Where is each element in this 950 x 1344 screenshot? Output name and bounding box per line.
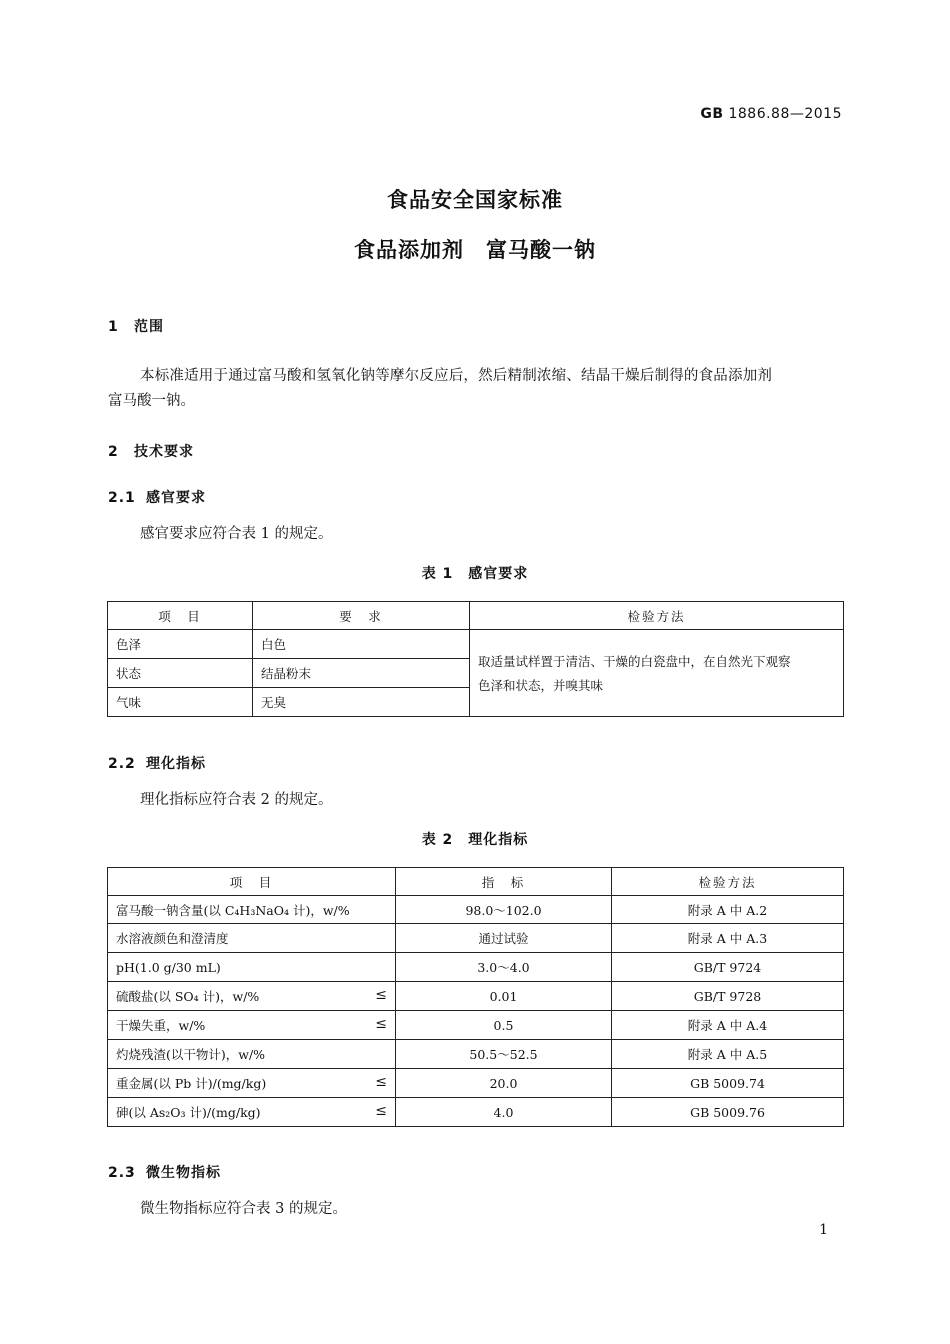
le-symbol: ≤ — [375, 987, 387, 1003]
cell-item — [108, 1011, 396, 1040]
item-text: 重金属(以 Pb 计)/(mg/kg) — [116, 1076, 267, 1091]
microbial-text: 微生物指标应符合表 3 的规定。 — [140, 1201, 347, 1217]
cell-method — [470, 630, 844, 717]
section-title: 理化指标 — [146, 756, 206, 772]
item-text: 水溶液颜色和澄清度 — [116, 931, 229, 946]
item-text: pH(1.0 g/30 mL) — [116, 959, 221, 975]
cell-method: GB/T 9728 — [612, 982, 844, 1011]
header-item: 项 目 — [108, 868, 396, 896]
cell-value: 98.0～102.0 — [396, 896, 612, 924]
item-text: 砷(以 As₂O₃ 计)/(mg/kg) — [116, 1105, 261, 1120]
standard-prefix: GB — [700, 106, 724, 122]
section-title: 微生物指标 — [146, 1165, 221, 1181]
document-title: 食品安全国家标准 — [387, 188, 563, 212]
section-title: 技术要求 — [134, 444, 194, 460]
cell-method: 附录 A 中 A.5 — [612, 1040, 844, 1069]
cell-item — [108, 1098, 396, 1127]
table2-caption: 表 2 理化指标 — [421, 832, 529, 848]
le-symbol: ≤ — [375, 1016, 387, 1032]
header-requirement: 要 求 — [253, 602, 470, 630]
table-row — [108, 924, 844, 953]
cell-requirement: 结晶粉末 — [253, 659, 470, 688]
le-symbol: ≤ — [375, 1074, 387, 1090]
cell-value: 4.0 — [396, 1098, 612, 1127]
cell-value: 20.0 — [396, 1069, 612, 1098]
table-row — [108, 1069, 844, 1098]
cell-item — [108, 982, 396, 1011]
document-subtitle: 食品添加剂 富马酸一钠 — [354, 238, 596, 262]
cell-item: 气味 — [108, 688, 253, 717]
cell-method: GB 5009.76 — [612, 1098, 844, 1127]
cell-value: 0.01 — [396, 982, 612, 1011]
standard-code — [700, 106, 842, 122]
section-heading-physicochemical — [108, 753, 206, 773]
item-text: 富马酸一钠含量(以 C₄H₃NaO₄ 计)，w/% — [116, 902, 350, 918]
item-text: 灼烧残渣(以干物计)，w/% — [116, 1047, 266, 1062]
cell-method: 附录 A 中 A.3 — [612, 924, 844, 953]
cell-value: 3.0～4.0 — [396, 953, 612, 982]
table1-caption: 表 1 感官要求 — [421, 566, 529, 582]
cell-item — [108, 1040, 396, 1069]
cell-item — [108, 924, 396, 953]
section-number: 2.1 — [108, 490, 136, 506]
section-number: 2.3 — [108, 1165, 136, 1181]
physicochemical-table — [107, 867, 844, 1127]
cell-item — [108, 953, 396, 982]
cell-value: 通过试验 — [396, 924, 612, 953]
cell-method: 附录 A 中 A.2 — [612, 896, 844, 924]
cell-item: 状态 — [108, 659, 253, 688]
cell-value: 50.5～52.5 — [396, 1040, 612, 1069]
cell-value: 0.5 — [396, 1011, 612, 1040]
table-header-row — [108, 868, 844, 896]
table-header-row — [108, 602, 844, 630]
section-title: 感官要求 — [146, 490, 206, 506]
page-number: 1 — [819, 1222, 828, 1238]
cell-method: GB 5009.74 — [612, 1069, 844, 1098]
le-symbol: ≤ — [375, 1103, 387, 1119]
section-number: 1 — [108, 319, 119, 335]
table-row — [108, 1011, 844, 1040]
section-number: 2.2 — [108, 756, 136, 772]
cell-method: 附录 A 中 A.4 — [612, 1011, 844, 1040]
section-title: 范围 — [134, 319, 164, 335]
table-row — [108, 982, 844, 1011]
method-line1: 取适量试样置于清洁、干燥的白瓷盘中，在自然光下观察 — [478, 654, 791, 669]
header-method: 检验方法 — [612, 868, 844, 896]
header-method: 检验方法 — [470, 602, 844, 630]
table-row — [108, 1098, 844, 1127]
scope-paragraph-line1: 本标准适用于通过富马酸和氢氧化钠等摩尔反应后，然后精制浓缩、结晶干燥后制得的食品添加剂 — [140, 368, 773, 384]
table-row — [108, 953, 844, 982]
item-text: 干燥失重，w/% — [116, 1018, 206, 1033]
scope-paragraph-line2: 富马酸一钠。 — [108, 393, 195, 409]
table-row — [108, 1040, 844, 1069]
cell-item — [108, 1069, 396, 1098]
cell-requirement: 白色 — [253, 630, 470, 659]
standard-number: 1886.88—2015 — [728, 106, 842, 122]
header-item: 项 目 — [108, 602, 253, 630]
cell-item: 色泽 — [108, 630, 253, 659]
method-line2: 色泽和状态，并嗅其味 — [478, 678, 604, 693]
section-heading-technical-requirements — [108, 441, 194, 461]
section-number: 2 — [108, 444, 119, 460]
physicochemical-text: 理化指标应符合表 2 的规定。 — [140, 792, 333, 808]
table-row — [108, 630, 844, 659]
cell-item — [108, 896, 396, 924]
section-heading-sensory — [108, 487, 206, 507]
section-heading-scope — [108, 316, 164, 336]
section-heading-microbial — [108, 1162, 221, 1182]
sensory-table — [107, 601, 844, 717]
cell-requirement: 无臭 — [253, 688, 470, 717]
header-index: 指 标 — [396, 868, 612, 896]
item-text: 硫酸盐(以 SO₄ 计)，w/% — [116, 989, 260, 1004]
table-row — [108, 896, 844, 924]
cell-method: GB/T 9724 — [612, 953, 844, 982]
sensory-text: 感官要求应符合表 1 的规定。 — [140, 526, 333, 542]
